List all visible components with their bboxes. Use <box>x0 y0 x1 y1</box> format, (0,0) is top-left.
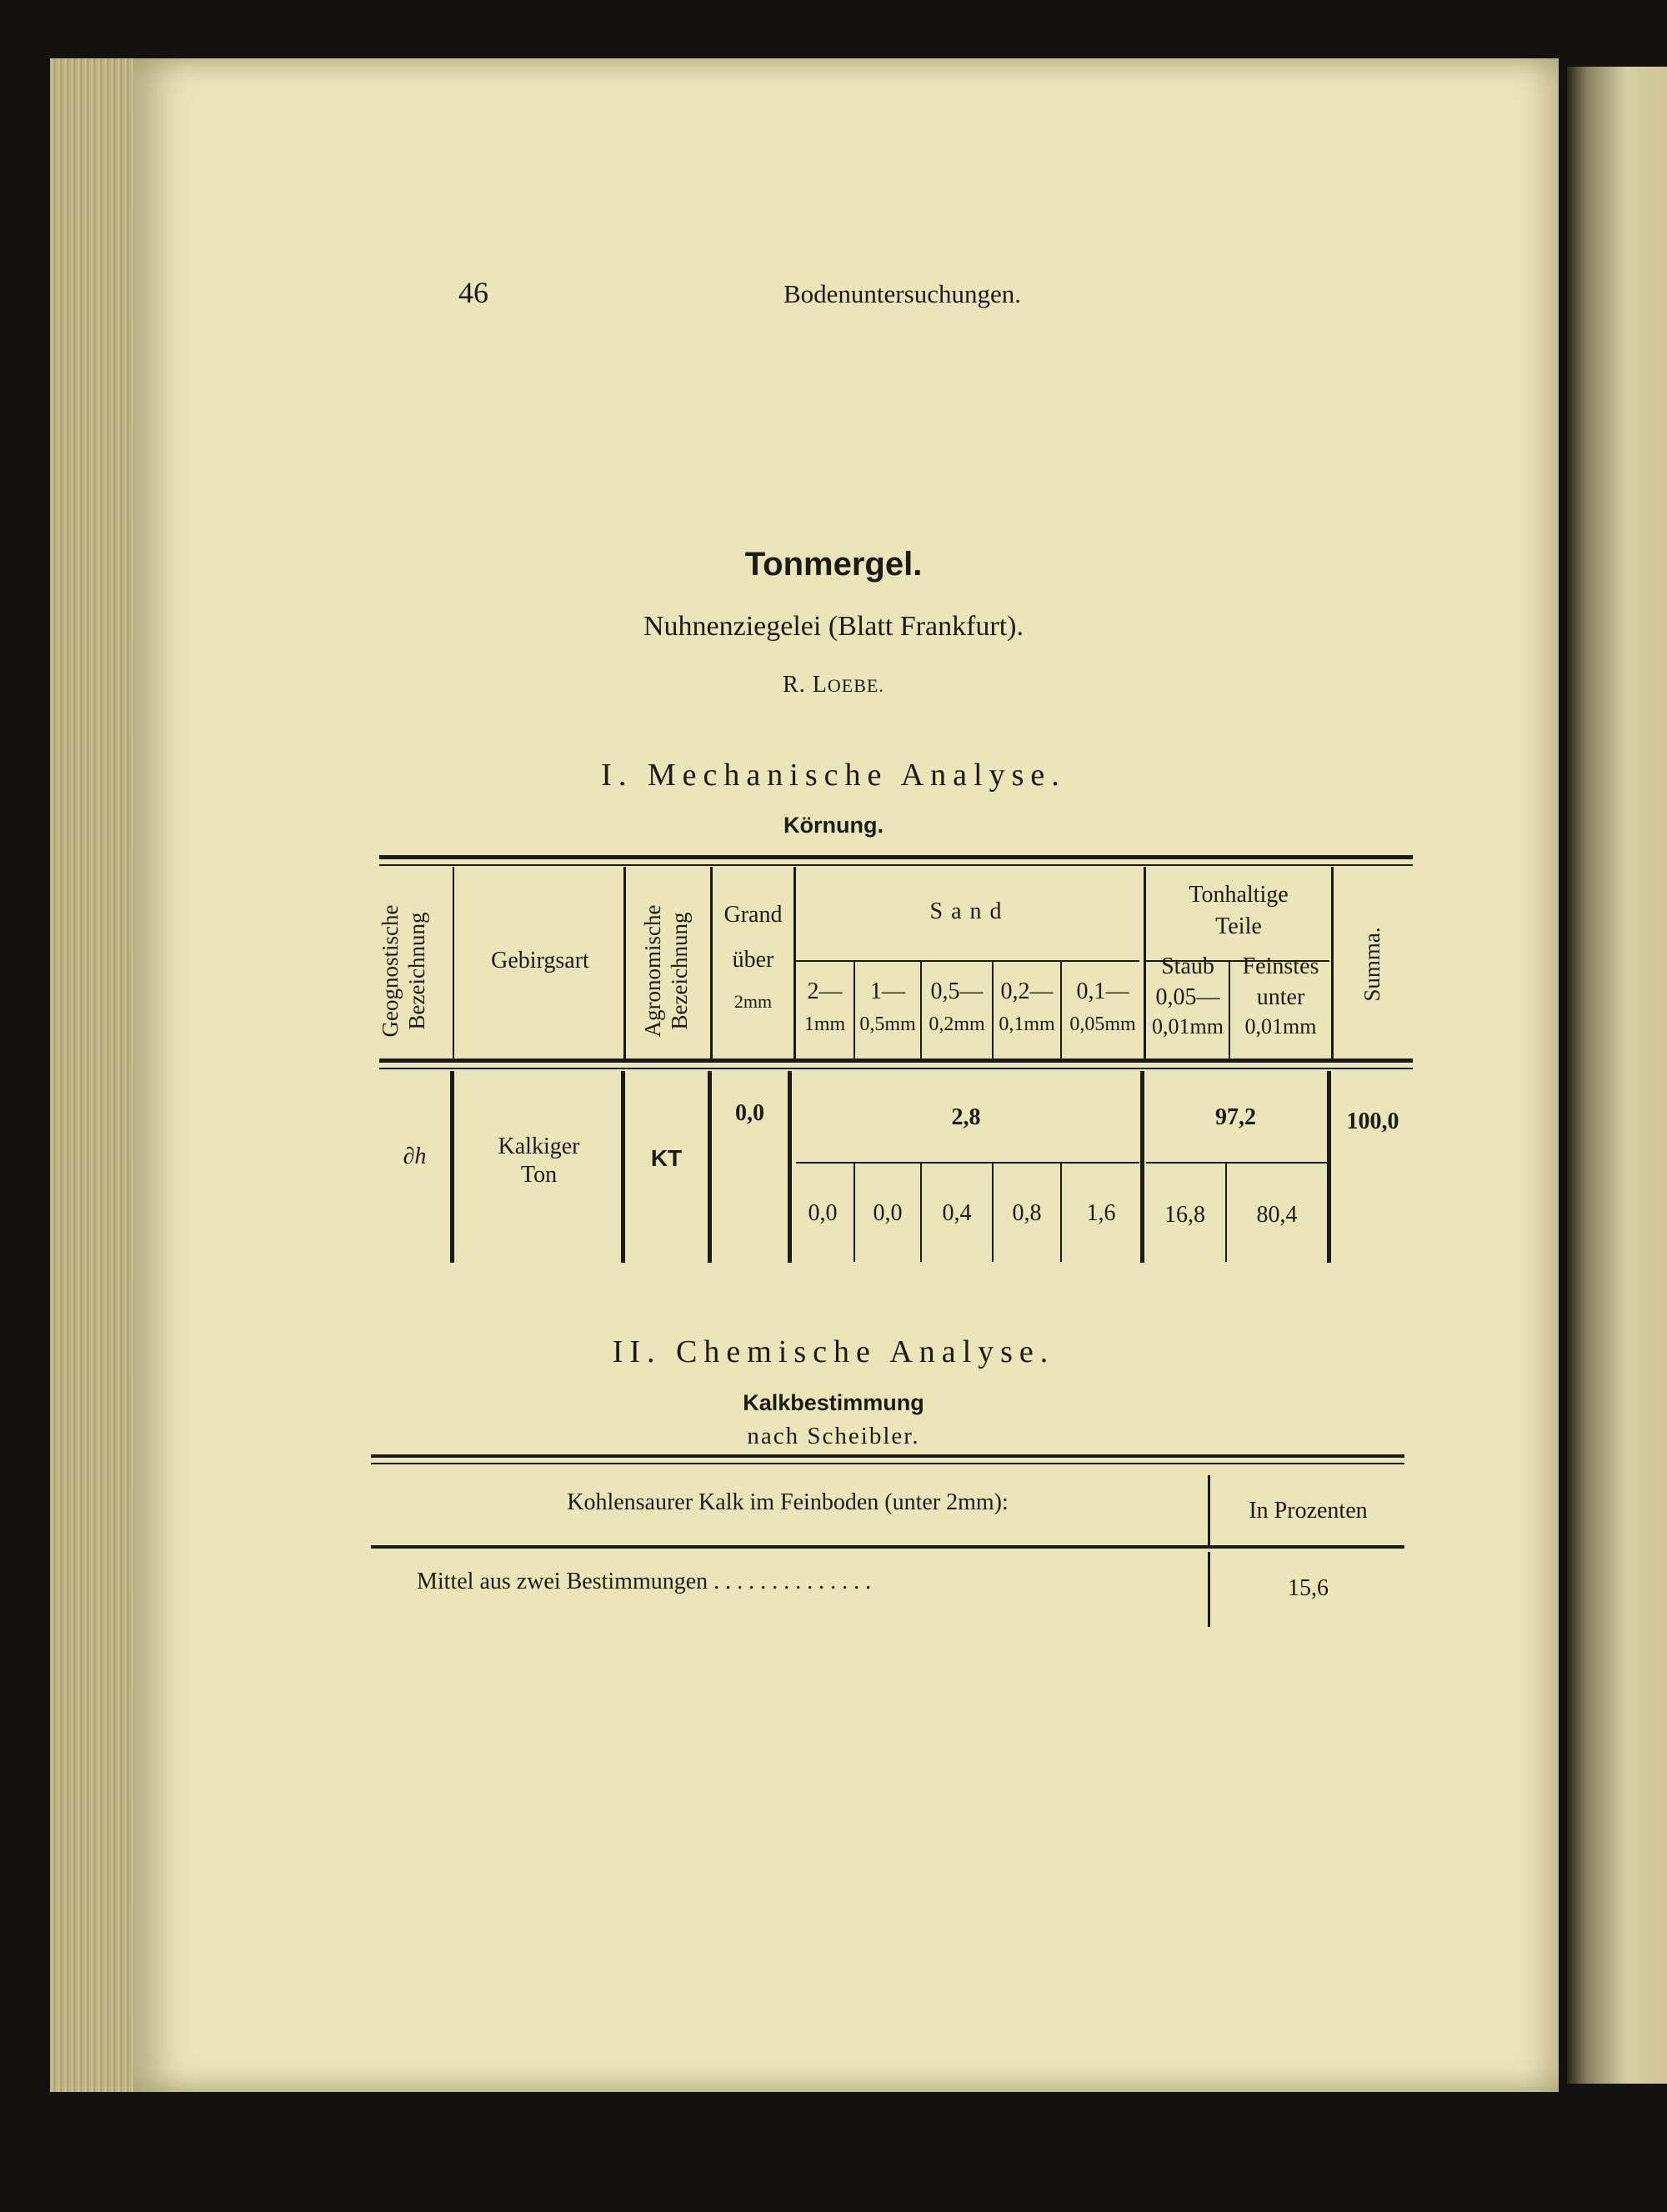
page-number: 46 <box>458 276 488 309</box>
staub-2: 0,05— <box>1155 984 1220 1010</box>
feinstes-2: unter <box>1256 984 1305 1010</box>
sand-value-2: 0,0 <box>873 1200 903 1226</box>
sand-col3-b: 0,2mm <box>929 1013 985 1035</box>
table2-col2-header: In Prozenten <box>1249 1498 1368 1524</box>
section2-subheading: Kalkbestimmung <box>743 1390 924 1415</box>
sand-value-5: 1,6 <box>1086 1200 1116 1226</box>
section1-subheading: Körnung. <box>783 813 884 838</box>
sand-col5-a: 0,1— <box>1076 978 1129 1004</box>
next-page-edge <box>1567 67 1667 2084</box>
header-geognostic: Geognostische Bezeichnung <box>378 904 430 1038</box>
clay-value-staub: 16,8 <box>1164 1202 1205 1228</box>
header-summa: Summa. <box>1359 927 1384 1002</box>
section1-heading: I. Mechanische Analyse. <box>601 758 1066 793</box>
author-initial: R. L <box>783 672 828 698</box>
header-sand: Sand <box>929 898 1010 924</box>
section2-method: nach Scheibler. <box>747 1423 920 1449</box>
sand-value-3: 0,4 <box>942 1200 972 1226</box>
location: Nuhnenziegelei (Blatt Frankfurt). <box>643 611 1024 642</box>
section2-heading: II. Chemische Analyse. <box>612 1334 1055 1369</box>
table2-row-value: 15,6 <box>1288 1575 1329 1601</box>
sand-col3-a: 0,5— <box>930 978 984 1004</box>
feinstes-3: 0,01mm <box>1244 1014 1317 1038</box>
row-sand-total: 2,8 <box>951 1104 981 1130</box>
header-grand-1: Grand <box>723 902 783 928</box>
sand-col4-b: 0,1mm <box>999 1013 1055 1035</box>
sand-value-4: 0,8 <box>1012 1200 1042 1226</box>
sand-col2-a: 1— <box>870 978 905 1004</box>
row-summa: 100,0 <box>1346 1109 1399 1134</box>
row-geognostic: ∂h <box>403 1144 427 1169</box>
row-rock-1: Kalkiger <box>498 1134 580 1159</box>
page <box>133 58 1559 2092</box>
header-clay-2: Teile <box>1215 913 1262 939</box>
row-rock-2: Ton <box>520 1162 558 1188</box>
sand-col4-a: 0,2— <box>1000 978 1054 1004</box>
sand-col1-b: 1mm <box>803 1013 846 1035</box>
sand-value-1: 0,0 <box>808 1200 838 1226</box>
row-clay-total: 97,2 <box>1215 1104 1256 1130</box>
author <box>0 672 1667 698</box>
row-grand: 0,0 <box>735 1100 764 1126</box>
table2-col1-header: Kohlensaurer Kalk im Feinboden (unter 2mm): <box>567 1489 1009 1515</box>
author-rest: OEBE. <box>827 675 884 696</box>
staub-1: Staub <box>1161 953 1214 979</box>
header-clay-1: Tonhaltige <box>1189 882 1289 908</box>
sand-col2-b: 0,5mm <box>859 1013 916 1035</box>
staub-3: 0,01mm <box>1152 1014 1224 1038</box>
header-rock: Gebirgsart <box>491 948 589 973</box>
row-agronomic: KT <box>650 1145 683 1171</box>
feinstes-1: Feinstes <box>1242 953 1319 979</box>
running-head: Bodenuntersuchungen. <box>783 279 1021 308</box>
sand-col5-b: 0,05mm <box>1069 1013 1136 1035</box>
header-grand-3: 2mm <box>733 991 773 1012</box>
sand-col1-a: 2— <box>807 978 843 1004</box>
page-title: Tonmergel. <box>744 546 923 583</box>
table2-row-label: Mittel aus zwei Bestimmungen . . . . . . . . . . . . . . <box>417 1569 872 1594</box>
header-agronomic: Agronomische Bezeichnung <box>640 904 693 1038</box>
header-grand-2: über <box>732 947 774 973</box>
clay-value-feinstes: 80,4 <box>1256 1202 1298 1228</box>
